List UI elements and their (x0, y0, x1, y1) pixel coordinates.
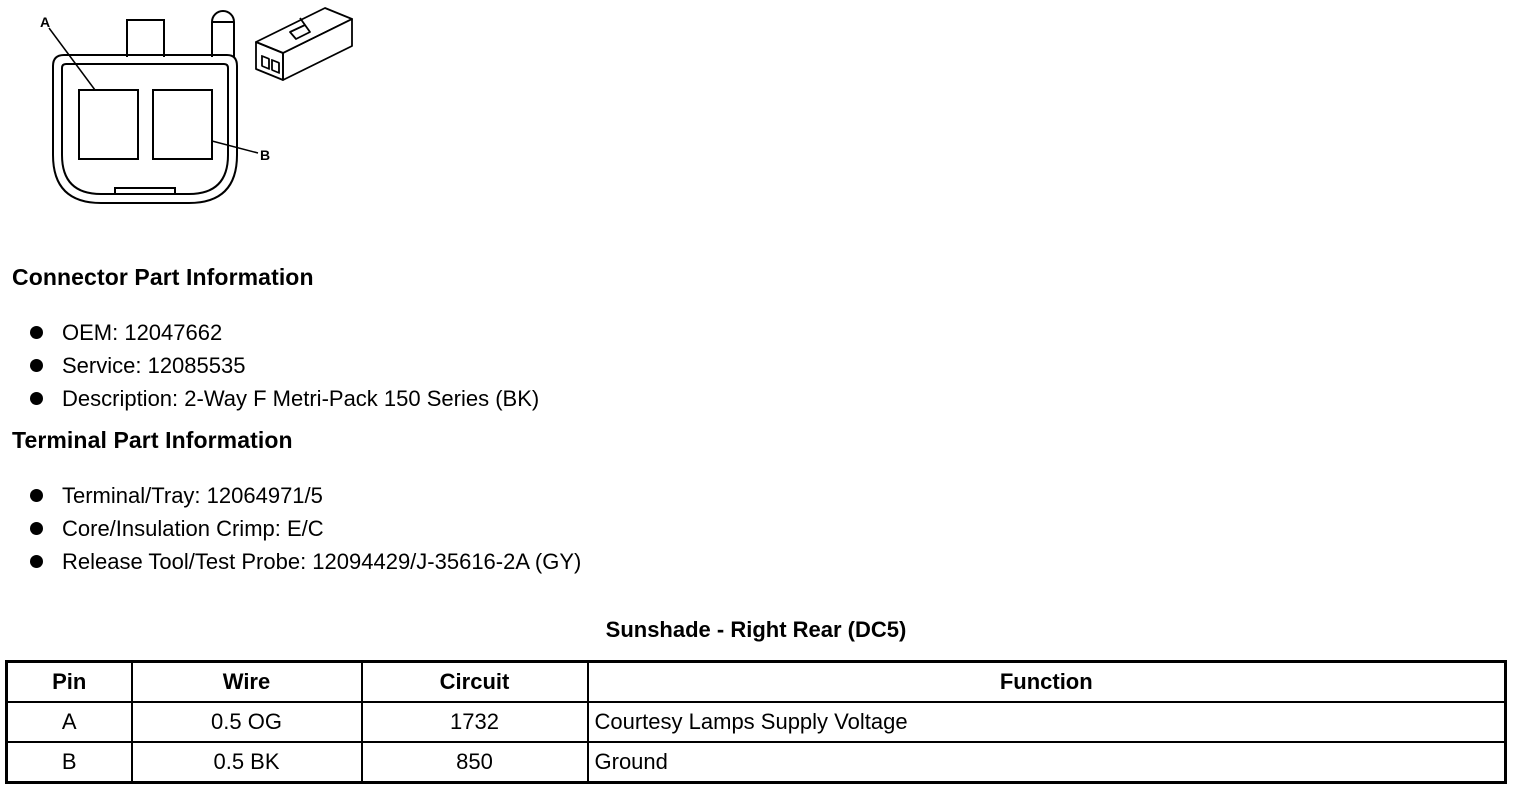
list-item: Core/Insulation Crimp: E/C (28, 512, 581, 545)
cell-function: Ground (588, 742, 1506, 783)
list-item: Terminal/Tray: 12064971/5 (28, 479, 581, 512)
cell-pin: A (7, 702, 132, 742)
cell-circuit: 850 (362, 742, 588, 783)
connector-latch (212, 11, 234, 57)
cell-wire: 0.5 OG (132, 702, 362, 742)
leader-b (212, 141, 258, 153)
pin-b-label: B (260, 147, 271, 163)
pin-a-label: A (40, 14, 51, 30)
column-header-wire: Wire (132, 662, 362, 703)
cavity-a (79, 90, 138, 159)
column-header-circuit: Circuit (362, 662, 588, 703)
list-item: Release Tool/Test Probe: 12094429/J-35616-2A (GY) (28, 545, 581, 578)
table-row (7, 702, 1506, 742)
connector-3d-view (256, 8, 352, 80)
pinout-table (5, 660, 1507, 784)
cell-wire: 0.5 BK (132, 742, 362, 783)
column-header-pin: Pin (7, 662, 132, 703)
connector-info-heading: Connector Part Information (12, 264, 314, 290)
table-header-row (7, 662, 1506, 703)
cell-function: Courtesy Lamps Supply Voltage (588, 702, 1506, 742)
terminal-info-list (28, 479, 581, 578)
cell-pin: B (7, 742, 132, 783)
connector-info-list (28, 316, 539, 415)
connector-top-tab (127, 20, 164, 57)
cavity-b (153, 90, 212, 159)
cell-circuit: 1732 (362, 702, 588, 742)
column-header-function: Function (588, 662, 1506, 703)
connector-diagram (0, 0, 370, 215)
list-item: Description: 2-Way F Metri-Pack 150 Series (BK) (28, 382, 539, 415)
table-row (7, 742, 1506, 783)
list-item: OEM: 12047662 (28, 316, 539, 349)
connector-body-outer (53, 55, 237, 203)
terminal-info-heading: Terminal Part Information (12, 427, 293, 453)
list-item: Service: 12085535 (28, 349, 539, 382)
table-title: Sunshade - Right Rear (DC5) (605, 617, 907, 642)
connector-body-inner (62, 64, 228, 194)
